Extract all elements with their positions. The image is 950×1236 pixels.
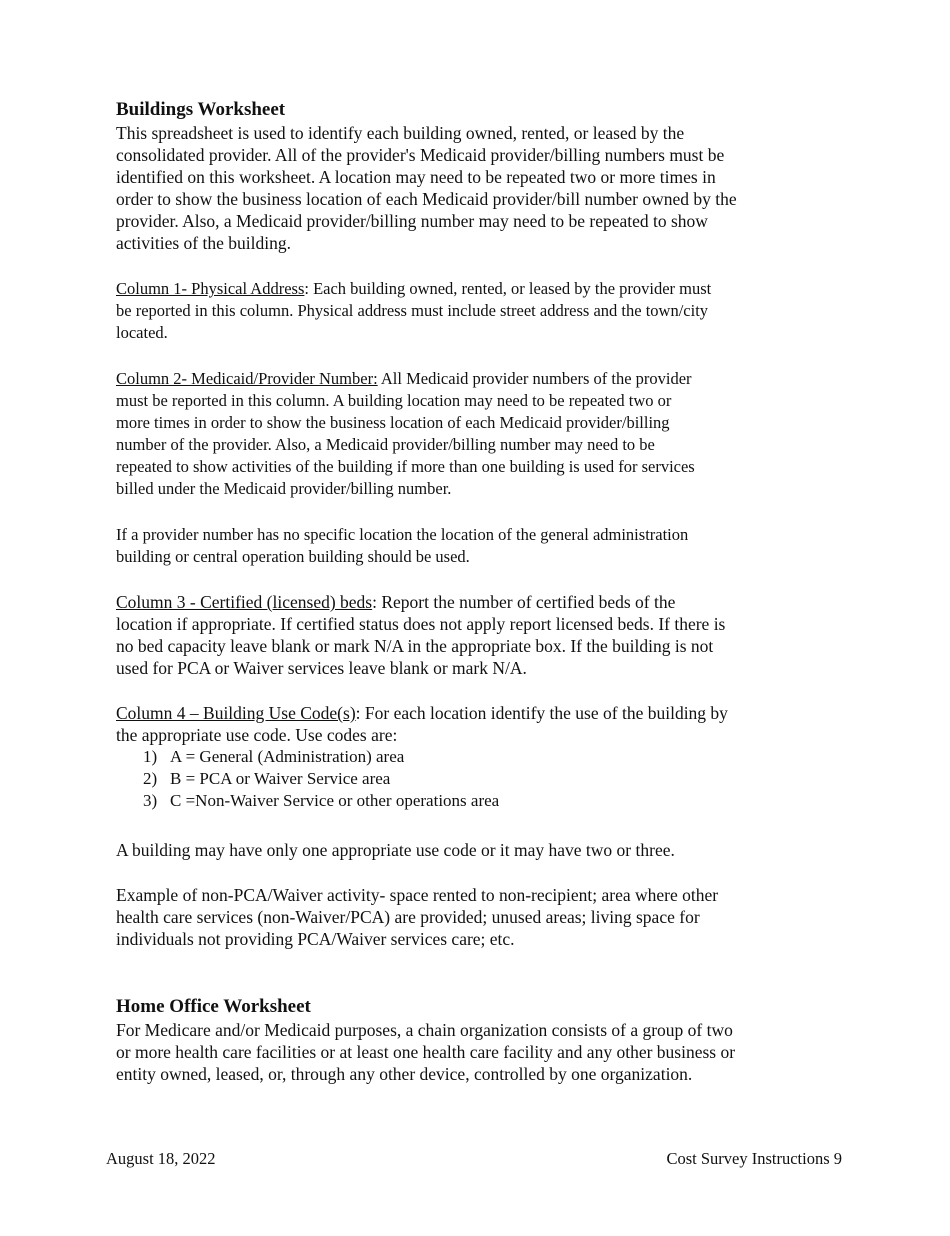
column3-line: used for PCA or Waiver services leave blank or mark N/A.	[116, 658, 527, 678]
buildings-heading: Buildings Worksheet	[116, 99, 286, 120]
intro-line: identified on this worksheet. A location may need to be repeated two or more times in	[116, 167, 716, 187]
column3-text: : Report the number of certified beds of the	[372, 592, 676, 612]
intro-line: provider. Also, a Medicaid provider/billing number may need to be repeated to show	[116, 211, 708, 231]
list-item	[143, 790, 499, 812]
column1-paragraph	[116, 278, 836, 344]
column2-line: number of the provider. Also, a Medicaid provider/billing number may need to be	[116, 435, 655, 454]
example-line: individuals not providing PCA/Waiver services care; etc.	[116, 929, 515, 949]
use-code-note	[116, 839, 836, 861]
column4-label: Column 4 – Building Use Code(s)	[116, 703, 356, 723]
column2-line: repeated to show activities of the building if more than one building is used for services	[116, 457, 695, 476]
no-location-line: If a provider number has no specific location the location of the general administration	[116, 525, 689, 544]
example-line: health care services (non-Waiver/PCA) are provided; unused areas; living space for	[116, 907, 700, 927]
list-number: 3)	[143, 791, 158, 810]
column1-line: be reported in this column. Physical address must include street address and the town/city	[116, 301, 709, 320]
home-office-line: entity owned, leased, or, through any other device, controlled by one organization.	[116, 1064, 693, 1084]
list-text: B = PCA or Waiver Service area	[170, 769, 391, 788]
column2-line: more times in order to show the business location of each Medicaid provider/billing	[116, 413, 670, 432]
buildings-intro-paragraph	[116, 122, 836, 254]
column3-line: no bed capacity leave blank or mark N/A in the appropriate box. If the building is not	[116, 636, 714, 656]
example-paragraph	[116, 884, 836, 950]
column2-label: Column 2- Medicaid/Provider Number:	[116, 369, 378, 388]
home-office-heading: Home Office Worksheet	[116, 996, 311, 1017]
home-office-line: or more health care facilities or at least one health care facility and any other business or	[116, 1042, 736, 1062]
footer-page-label: Cost Survey Instructions 9	[666, 1149, 842, 1168]
no-location-paragraph	[116, 524, 836, 568]
column1-line: located.	[116, 323, 168, 342]
no-location-line: building or central operation building should be used.	[116, 547, 470, 566]
column2-line: must be reported in this column. A building location may need to be repeated two or	[116, 391, 672, 410]
intro-line: consolidated provider. All of the provider's Medicaid provider/billing numbers must be	[116, 145, 725, 165]
column4-line: the appropriate use code. Use codes are:	[116, 725, 398, 745]
list-number: 1)	[143, 747, 158, 766]
column3-paragraph	[116, 591, 836, 679]
use-code-note-line: A building may have only one appropriate use code or it may have two or three.	[116, 840, 675, 860]
list-text: A = General (Administration) area	[170, 747, 405, 766]
column2-paragraph	[116, 368, 836, 500]
intro-line: order to show the business location of each Medicaid provider/bill number owned by the	[116, 189, 737, 209]
footer-date: August 18, 2022	[106, 1149, 216, 1168]
example-line: Example of non-PCA/Waiver activity- space rented to non-recipient; area where other	[116, 885, 719, 905]
list-number: 2)	[143, 769, 158, 788]
column2-text: All Medicaid provider numbers of the provider	[377, 369, 692, 388]
list-item	[143, 746, 404, 768]
column3-label: Column 3 - Certified (licensed) beds	[116, 592, 373, 612]
column1-label: Column 1- Physical Address	[116, 279, 305, 298]
intro-line: This spreadsheet is used to identify each building owned, rented, or leased by the	[116, 123, 685, 143]
intro-line: activities of the building.	[116, 233, 291, 253]
column3-line: location if appropriate. If certified status does not apply report licensed beds. If there is	[116, 614, 726, 634]
column4-paragraph	[116, 702, 836, 746]
column2-line: billed under the Medicaid provider/billing number.	[116, 479, 452, 498]
home-office-line: For Medicare and/or Medicaid purposes, a chain organization consists of a group of two	[116, 1020, 733, 1040]
home-office-paragraph	[116, 1019, 836, 1085]
column4-text: : For each location identify the use of the building by	[355, 703, 728, 723]
list-item	[143, 768, 390, 790]
column1-text: : Each building owned, rented, or leased by the provider must	[304, 279, 712, 298]
list-text: C =Non-Waiver Service or other operations area	[170, 791, 500, 810]
